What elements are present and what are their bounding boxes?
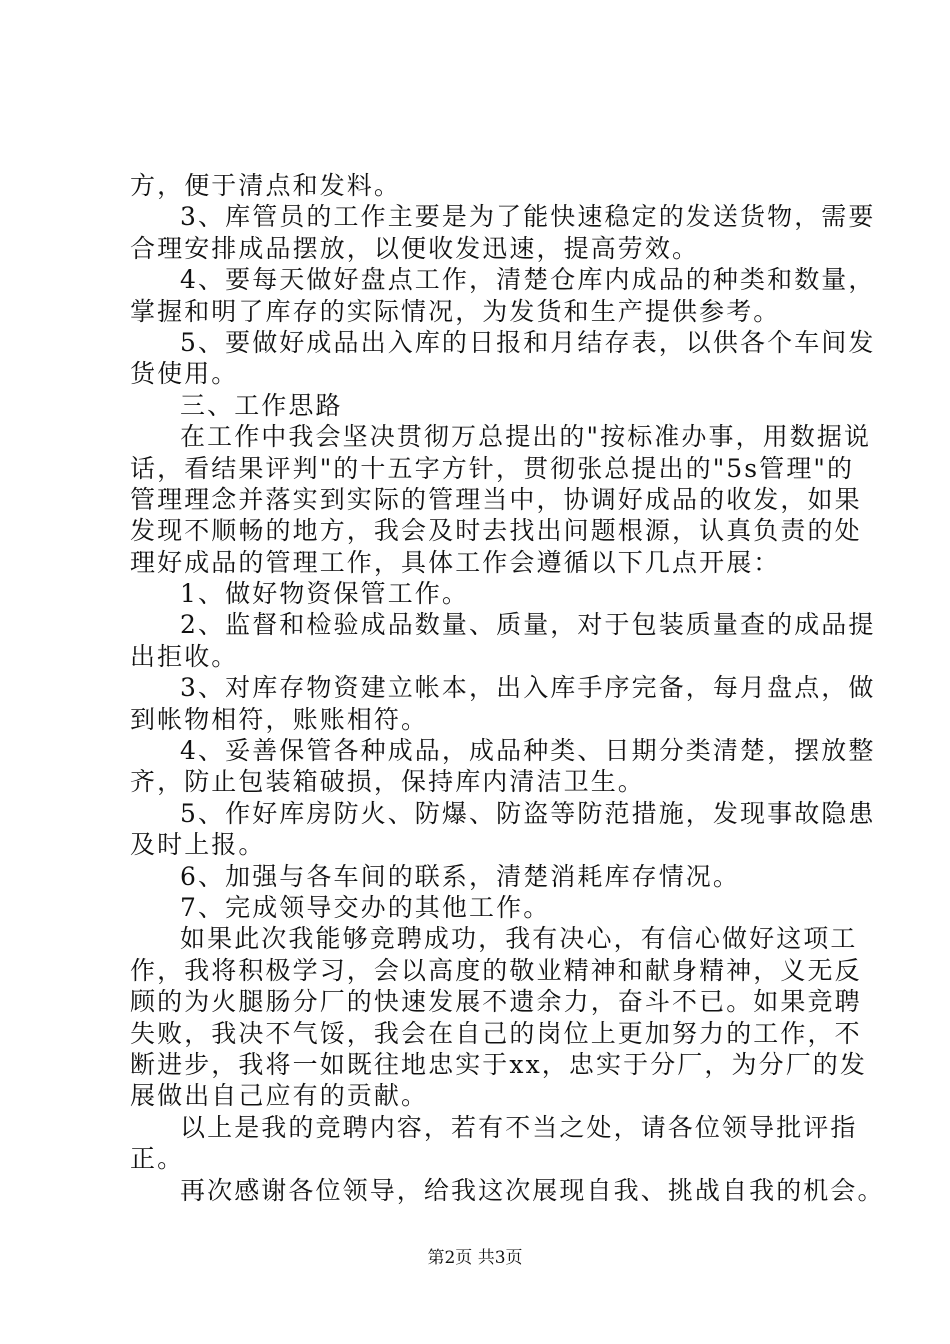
text-line: 2、监督和检验成品数量、质量，对于包装质量查的成品提 [180, 610, 876, 640]
page-number-label: 第2页 共3页 [427, 1248, 523, 1268]
text-line: 掌握和明了库存的实际情况，为发货和生产提供参考。 [130, 296, 781, 326]
text-line: 4、妥善保管各种成品，成品种类、日期分类清楚，摆放整 [180, 736, 876, 766]
text-line: 3、库管员的工作主要是为了能快速稳定的发送货物，需要 [180, 202, 876, 232]
text-line: 3、对库存物资建立帐本，出入库手序完备，每月盘点，做 [180, 673, 876, 703]
text-line: 话，看结果评判"的十五字方针，贯彻张总提出的"5s管理"的 [130, 453, 855, 483]
text-line: 管理理念并落实到实际的管理当中，协调好成品的收发，如果 [130, 484, 862, 514]
text-line: 正。 [130, 1144, 185, 1174]
text-line: 三、工作思路 [180, 390, 343, 420]
text-line: 展做出自己应有的贡献。 [130, 1081, 429, 1111]
text-line: 断进步，我将一如既往地忠实于xx，忠实于分厂，为分厂的发 [130, 1049, 868, 1079]
text-line: 及时上报。 [130, 830, 266, 860]
document-body [130, 170, 885, 1206]
text-line: 作，我将积极学习，会以高度的敬业精神和献身精神，义无反 [130, 955, 862, 985]
text-line: 5、作好库房防火、防爆、防盗等防范措施，发现事故隐患 [180, 798, 876, 828]
text-line: 如果此次我能够竞聘成功，我有决心，有信心做好这项工 [180, 924, 858, 954]
text-line: 齐，防止包装箱破损，保持库内清洁卫生。 [130, 767, 645, 797]
page-footer [0, 1243, 950, 1268]
text-line: 顾的为火腿肠分厂的快速发展不遗余力，奋斗不已。如果竞聘 [130, 987, 862, 1017]
text-line: 方，便于清点和发料。 [130, 171, 402, 200]
text-line: 4、要每天做好盘点工作，清楚仓库内成品的种类和数量， [180, 265, 876, 295]
text-line: 失败，我决不气馁，我会在自己的岗位上更加努力的工作，不 [130, 1018, 862, 1048]
text-line: 7、完成领导交办的其他工作。 [180, 892, 551, 922]
text-line: 到帐物相符，账账相符。 [130, 704, 429, 734]
text-line: 发现不顺畅的地方，我会及时去找出问题根源，认真负责的处 [130, 516, 862, 546]
text-line: 货使用。 [130, 359, 239, 389]
text-line: 在工作中我会坚决贯彻万总提出的"按标准办事，用数据说 [180, 422, 872, 452]
text-line: 5、要做好成品出入库的日报和月结存表，以供各个车间发 [180, 327, 876, 357]
text-line: 再次感谢各位领导，给我这次展现自我、挑战自我的机会。 [180, 1175, 885, 1205]
text-line: 理好成品的管理工作，具体工作会遵循以下几点开展： [130, 547, 781, 577]
text-line: 以上是我的竞聘内容，若有不当之处，请各位领导批评指 [180, 1112, 858, 1142]
text-line: 合理安排成品摆放，以便收发迅速，提高劳效。 [130, 233, 700, 263]
text-line: 出拒收。 [130, 641, 239, 671]
text-line: 6、加强与各车间的联系，清楚消耗库存情况。 [180, 861, 741, 891]
text-line: 1、做好物资保管工作。 [180, 579, 470, 609]
